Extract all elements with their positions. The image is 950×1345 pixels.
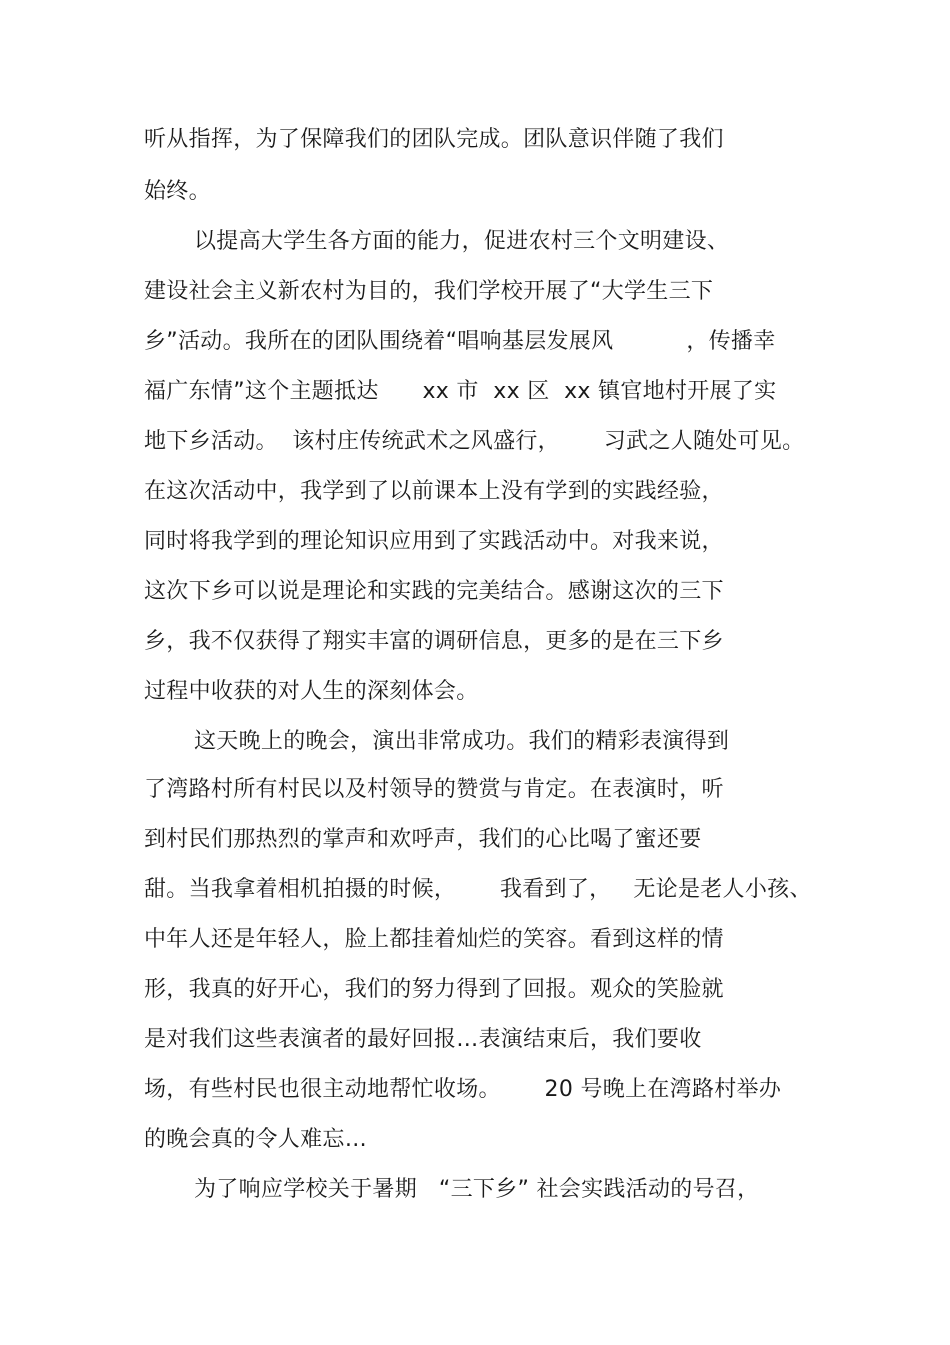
text-line: 乡，我不仅获得了翔实丰富的调研信息，更多的是在三下乡 [144, 629, 724, 654]
text-line: 形，我真的好开心，我们的努力得到了回报。观众的笑脸就 [144, 977, 724, 1002]
text-line: 在这次活动中，我学到了以前课本上没有学到的实践经验， [144, 479, 724, 504]
text-line: 始终。 [144, 179, 211, 204]
text-line: 了湾路村所有村民以及村领导的赞赏与肯定。在表演时，听 [144, 777, 724, 802]
paragraph-start-line: 以提高大学生各方面的能力，促进农村三个文明建设、 [194, 229, 730, 254]
text-line: 中年人还是年轻人，脸上都挂着灿烂的笑容。看到这样的情 [144, 927, 724, 952]
text-line: 同时将我学到的理论知识应用到了实践活动中。对我来说， [144, 529, 724, 554]
text-line: 福广东情”这个主题抵达 xx 市 xx 区 xx 镇官地村开展了实 [144, 379, 777, 404]
text-line: 甜。当我拿着相机拍摄的时候， 我看到了， 无论是老人小孩、 [144, 877, 812, 902]
text-line: 这次下乡可以说是理论和实践的完美结合。感谢这次的三下 [144, 579, 724, 604]
text-line: 过程中收获的对人生的深刻体会。 [144, 679, 479, 704]
text-line: 的晚会真的令人难忘… [144, 1127, 368, 1152]
text-line: 是对我们这些表演者的最好回报…表演结束后，我们要收 [144, 1027, 702, 1052]
text-line: 场，有些村民也很主动地帮忙收场。 20 号晚上在湾路村举办 [144, 1077, 782, 1102]
paragraph-start-line: 这天晚上的晚会，演出非常成功。我们的精彩表演得到 [194, 729, 730, 754]
text-line: 乡”活动。我所在的团队围绕着“唱响基层发展风 ，传播幸 [144, 329, 776, 354]
text-line: 建设社会主义新农村为目的，我们学校开展了“大学生三下 [144, 279, 714, 304]
text-line: 听从指挥，为了保障我们的团队完成。团队意识伴随了我们 [144, 127, 724, 152]
text-line: 地下乡活动。 该村庄传统武术之风盛行， 习武之人随处可见。 [144, 429, 805, 454]
text-line: 到村民们那热烈的掌声和欢呼声，我们的心比喝了蜜还要 [144, 827, 702, 852]
paragraph-start-line: 为了响应学校关于暑期 “三下乡” 社会实践活动的号召， [194, 1177, 760, 1202]
